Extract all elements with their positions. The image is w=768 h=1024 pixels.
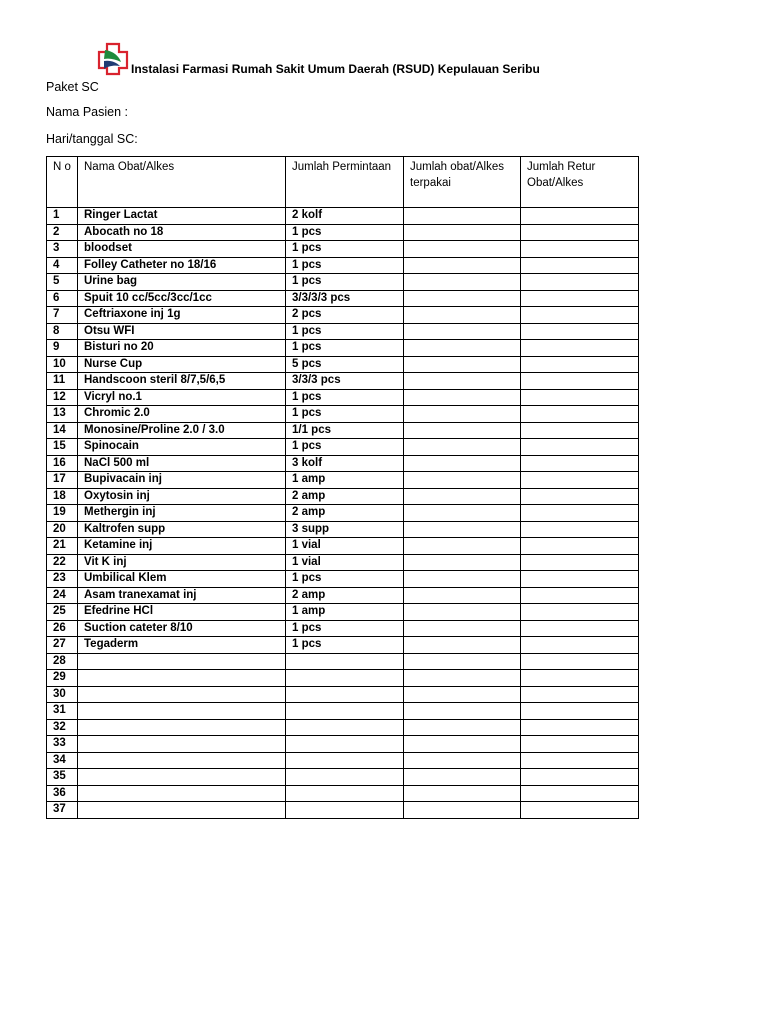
row-number: 37 bbox=[47, 802, 78, 819]
jumlah-terpakai-cell bbox=[404, 802, 521, 819]
jumlah-permintaan-cell: 1 pcs bbox=[286, 389, 404, 406]
row-number: 29 bbox=[47, 670, 78, 687]
item-name bbox=[78, 670, 286, 687]
jumlah-retur-cell bbox=[521, 208, 639, 225]
table-row bbox=[47, 554, 639, 571]
item-name: Efedrine HCl bbox=[78, 604, 286, 621]
jumlah-terpakai-cell bbox=[404, 719, 521, 736]
jumlah-terpakai-cell bbox=[404, 455, 521, 472]
jumlah-permintaan-cell: 1 vial bbox=[286, 538, 404, 555]
item-name: Spinocain bbox=[78, 439, 286, 456]
row-number: 21 bbox=[47, 538, 78, 555]
jumlah-permintaan-cell bbox=[286, 653, 404, 670]
item-name: Vicryl no.1 bbox=[78, 389, 286, 406]
row-number: 5 bbox=[47, 274, 78, 291]
table-row bbox=[47, 785, 639, 802]
jumlah-terpakai-cell bbox=[404, 290, 521, 307]
item-name: Otsu WFI bbox=[78, 323, 286, 340]
jumlah-terpakai-cell bbox=[404, 505, 521, 522]
jumlah-permintaan-cell: 2 amp bbox=[286, 505, 404, 522]
jumlah-retur-cell bbox=[521, 785, 639, 802]
hari-tanggal-label: Hari/tanggal SC: bbox=[46, 132, 138, 146]
jumlah-retur-cell bbox=[521, 554, 639, 571]
row-number: 10 bbox=[47, 356, 78, 373]
header-jumlah-retur: Jumlah Retur Obat/Alkes bbox=[521, 157, 639, 208]
jumlah-retur-cell bbox=[521, 472, 639, 489]
jumlah-permintaan-cell: 1 amp bbox=[286, 472, 404, 489]
row-number: 9 bbox=[47, 340, 78, 357]
jumlah-retur-cell bbox=[521, 521, 639, 538]
jumlah-terpakai-cell bbox=[404, 257, 521, 274]
row-number: 27 bbox=[47, 637, 78, 654]
item-name bbox=[78, 703, 286, 720]
row-number: 16 bbox=[47, 455, 78, 472]
jumlah-permintaan-cell: 1 pcs bbox=[286, 406, 404, 423]
jumlah-permintaan-cell bbox=[286, 802, 404, 819]
hospital-logo-icon bbox=[95, 42, 129, 76]
jumlah-permintaan-cell: 3/3/3 pcs bbox=[286, 373, 404, 390]
table-row bbox=[47, 307, 639, 324]
jumlah-retur-cell bbox=[521, 241, 639, 258]
jumlah-terpakai-cell bbox=[404, 406, 521, 423]
row-number: 35 bbox=[47, 769, 78, 786]
jumlah-terpakai-cell bbox=[404, 356, 521, 373]
item-name: Umbilical Klem bbox=[78, 571, 286, 588]
jumlah-permintaan-cell: 3 kolf bbox=[286, 455, 404, 472]
jumlah-retur-cell bbox=[521, 389, 639, 406]
item-name: bloodset bbox=[78, 241, 286, 258]
document-title: Instalasi Farmasi Rumah Sakit Umum Daerah (RSUD) Kepulauan Seribu bbox=[131, 62, 540, 76]
table-row bbox=[47, 620, 639, 637]
row-number: 8 bbox=[47, 323, 78, 340]
table-row bbox=[47, 472, 639, 489]
jumlah-permintaan-cell bbox=[286, 703, 404, 720]
row-number: 7 bbox=[47, 307, 78, 324]
jumlah-permintaan-cell bbox=[286, 752, 404, 769]
table-row bbox=[47, 323, 639, 340]
row-number: 14 bbox=[47, 422, 78, 439]
item-name: Bupivacain inj bbox=[78, 472, 286, 489]
row-number: 22 bbox=[47, 554, 78, 571]
jumlah-retur-cell bbox=[521, 670, 639, 687]
jumlah-retur-cell bbox=[521, 323, 639, 340]
row-number: 6 bbox=[47, 290, 78, 307]
row-number: 2 bbox=[47, 224, 78, 241]
jumlah-terpakai-cell bbox=[404, 703, 521, 720]
jumlah-terpakai-cell bbox=[404, 241, 521, 258]
jumlah-permintaan-cell: 1 pcs bbox=[286, 241, 404, 258]
jumlah-retur-cell bbox=[521, 224, 639, 241]
jumlah-permintaan-cell: 1 vial bbox=[286, 554, 404, 571]
row-number: 1 bbox=[47, 208, 78, 225]
jumlah-retur-cell bbox=[521, 307, 639, 324]
table-row bbox=[47, 241, 639, 258]
item-name: Methergin inj bbox=[78, 505, 286, 522]
row-number: 30 bbox=[47, 686, 78, 703]
jumlah-permintaan-cell: 1 pcs bbox=[286, 637, 404, 654]
jumlah-permintaan-cell bbox=[286, 769, 404, 786]
item-name bbox=[78, 752, 286, 769]
jumlah-retur-cell bbox=[521, 290, 639, 307]
table-row bbox=[47, 208, 639, 225]
row-number: 34 bbox=[47, 752, 78, 769]
jumlah-terpakai-cell bbox=[404, 307, 521, 324]
table-row bbox=[47, 257, 639, 274]
item-name: Bisturi no 20 bbox=[78, 340, 286, 357]
jumlah-terpakai-cell bbox=[404, 769, 521, 786]
table-row bbox=[47, 703, 639, 720]
table-row bbox=[47, 719, 639, 736]
item-name bbox=[78, 653, 286, 670]
table-row bbox=[47, 389, 639, 406]
jumlah-retur-cell bbox=[521, 422, 639, 439]
jumlah-retur-cell bbox=[521, 257, 639, 274]
jumlah-permintaan-cell: 3 supp bbox=[286, 521, 404, 538]
table-row bbox=[47, 224, 639, 241]
jumlah-retur-cell bbox=[521, 752, 639, 769]
jumlah-terpakai-cell bbox=[404, 389, 521, 406]
jumlah-terpakai-cell bbox=[404, 785, 521, 802]
row-number: 33 bbox=[47, 736, 78, 753]
jumlah-retur-cell bbox=[521, 769, 639, 786]
jumlah-terpakai-cell bbox=[404, 439, 521, 456]
jumlah-permintaan-cell: 1 pcs bbox=[286, 257, 404, 274]
jumlah-retur-cell bbox=[521, 373, 639, 390]
row-number: 13 bbox=[47, 406, 78, 423]
row-number: 15 bbox=[47, 439, 78, 456]
table-row bbox=[47, 587, 639, 604]
jumlah-permintaan-cell: 2 amp bbox=[286, 488, 404, 505]
jumlah-permintaan-cell: 2 kolf bbox=[286, 208, 404, 225]
jumlah-terpakai-cell bbox=[404, 340, 521, 357]
table-row bbox=[47, 653, 639, 670]
medicine-table bbox=[46, 156, 639, 819]
row-number: 3 bbox=[47, 241, 78, 258]
item-name bbox=[78, 719, 286, 736]
row-number: 18 bbox=[47, 488, 78, 505]
table-row bbox=[47, 340, 639, 357]
table-row bbox=[47, 505, 639, 522]
jumlah-retur-cell bbox=[521, 686, 639, 703]
jumlah-permintaan-cell: 2 pcs bbox=[286, 307, 404, 324]
item-name: Suction cateter 8/10 bbox=[78, 620, 286, 637]
jumlah-terpakai-cell bbox=[404, 571, 521, 588]
jumlah-permintaan-cell: 3/3/3/3 pcs bbox=[286, 290, 404, 307]
table-row bbox=[47, 538, 639, 555]
jumlah-terpakai-cell bbox=[404, 670, 521, 687]
jumlah-terpakai-cell bbox=[404, 736, 521, 753]
jumlah-terpakai-cell bbox=[404, 554, 521, 571]
table-row bbox=[47, 686, 639, 703]
jumlah-retur-cell bbox=[521, 571, 639, 588]
jumlah-permintaan-cell: 1/1 pcs bbox=[286, 422, 404, 439]
table-row bbox=[47, 769, 639, 786]
jumlah-retur-cell bbox=[521, 439, 639, 456]
jumlah-permintaan-cell: 1 pcs bbox=[286, 340, 404, 357]
row-number: 11 bbox=[47, 373, 78, 390]
table-header-row bbox=[47, 157, 639, 208]
item-name: Urine bag bbox=[78, 274, 286, 291]
table-row bbox=[47, 290, 639, 307]
jumlah-terpakai-cell bbox=[404, 422, 521, 439]
jumlah-terpakai-cell bbox=[404, 653, 521, 670]
jumlah-permintaan-cell bbox=[286, 785, 404, 802]
jumlah-terpakai-cell bbox=[404, 224, 521, 241]
jumlah-retur-cell bbox=[521, 802, 639, 819]
jumlah-terpakai-cell bbox=[404, 752, 521, 769]
row-number: 36 bbox=[47, 785, 78, 802]
jumlah-permintaan-cell: 1 amp bbox=[286, 604, 404, 621]
jumlah-retur-cell bbox=[521, 538, 639, 555]
table-row bbox=[47, 752, 639, 769]
jumlah-retur-cell bbox=[521, 604, 639, 621]
jumlah-retur-cell bbox=[521, 653, 639, 670]
item-name: Chromic 2.0 bbox=[78, 406, 286, 423]
jumlah-terpakai-cell bbox=[404, 488, 521, 505]
row-number: 12 bbox=[47, 389, 78, 406]
nama-pasien-label: Nama Pasien : bbox=[46, 105, 128, 119]
jumlah-permintaan-cell: 1 pcs bbox=[286, 323, 404, 340]
table-row bbox=[47, 736, 639, 753]
jumlah-terpakai-cell bbox=[404, 521, 521, 538]
item-name bbox=[78, 802, 286, 819]
table-row bbox=[47, 521, 639, 538]
row-number: 31 bbox=[47, 703, 78, 720]
item-name: Tegaderm bbox=[78, 637, 286, 654]
row-number: 32 bbox=[47, 719, 78, 736]
jumlah-terpakai-cell bbox=[404, 538, 521, 555]
item-name: Abocath no 18 bbox=[78, 224, 286, 241]
item-name: Kaltrofen supp bbox=[78, 521, 286, 538]
jumlah-terpakai-cell bbox=[404, 637, 521, 654]
table-row bbox=[47, 455, 639, 472]
jumlah-retur-cell bbox=[521, 719, 639, 736]
jumlah-retur-cell bbox=[521, 455, 639, 472]
row-number: 17 bbox=[47, 472, 78, 489]
jumlah-retur-cell bbox=[521, 620, 639, 637]
item-name: Oxytosin inj bbox=[78, 488, 286, 505]
row-number: 24 bbox=[47, 587, 78, 604]
jumlah-terpakai-cell bbox=[404, 274, 521, 291]
row-number: 23 bbox=[47, 571, 78, 588]
row-number: 28 bbox=[47, 653, 78, 670]
jumlah-permintaan-cell: 1 pcs bbox=[286, 620, 404, 637]
jumlah-retur-cell bbox=[521, 406, 639, 423]
jumlah-retur-cell bbox=[521, 340, 639, 357]
header-no: N o bbox=[47, 157, 78, 208]
item-name: Ringer Lactat bbox=[78, 208, 286, 225]
row-number: 19 bbox=[47, 505, 78, 522]
jumlah-retur-cell bbox=[521, 736, 639, 753]
table-row bbox=[47, 604, 639, 621]
table-row bbox=[47, 439, 639, 456]
document-header bbox=[95, 42, 540, 76]
jumlah-permintaan-cell: 5 pcs bbox=[286, 356, 404, 373]
jumlah-retur-cell bbox=[521, 356, 639, 373]
jumlah-permintaan-cell: 1 pcs bbox=[286, 439, 404, 456]
item-name: Monosine/Proline 2.0 / 3.0 bbox=[78, 422, 286, 439]
item-name: Asam tranexamat inj bbox=[78, 587, 286, 604]
jumlah-retur-cell bbox=[521, 587, 639, 604]
row-number: 20 bbox=[47, 521, 78, 538]
jumlah-retur-cell bbox=[521, 505, 639, 522]
jumlah-permintaan-cell: 1 pcs bbox=[286, 224, 404, 241]
jumlah-permintaan-cell bbox=[286, 670, 404, 687]
item-name: Spuit 10 cc/5cc/3cc/1cc bbox=[78, 290, 286, 307]
header-jumlah-terpakai: Jumlah obat/Alkes terpakai bbox=[404, 157, 521, 208]
jumlah-retur-cell bbox=[521, 703, 639, 720]
jumlah-permintaan-cell: 2 amp bbox=[286, 587, 404, 604]
item-name bbox=[78, 686, 286, 703]
table-row bbox=[47, 274, 639, 291]
jumlah-terpakai-cell bbox=[404, 686, 521, 703]
item-name: Ceftriaxone inj 1g bbox=[78, 307, 286, 324]
item-name: Folley Catheter no 18/16 bbox=[78, 257, 286, 274]
table-row bbox=[47, 422, 639, 439]
jumlah-terpakai-cell bbox=[404, 587, 521, 604]
jumlah-terpakai-cell bbox=[404, 373, 521, 390]
jumlah-terpakai-cell bbox=[404, 604, 521, 621]
item-name: Handscoon steril 8/7,5/6,5 bbox=[78, 373, 286, 390]
paket-label: Paket SC bbox=[46, 80, 99, 94]
table-row bbox=[47, 802, 639, 819]
item-name: Nurse Cup bbox=[78, 356, 286, 373]
row-number: 26 bbox=[47, 620, 78, 637]
item-name: Vit K inj bbox=[78, 554, 286, 571]
jumlah-terpakai-cell bbox=[404, 620, 521, 637]
table-row bbox=[47, 373, 639, 390]
table-row bbox=[47, 356, 639, 373]
header-jumlah-permintaan: Jumlah Permintaan bbox=[286, 157, 404, 208]
row-number: 4 bbox=[47, 257, 78, 274]
item-name bbox=[78, 785, 286, 802]
jumlah-terpakai-cell bbox=[404, 208, 521, 225]
header-nama-obat: Nama Obat/Alkes bbox=[78, 157, 286, 208]
jumlah-permintaan-cell bbox=[286, 736, 404, 753]
table-row bbox=[47, 637, 639, 654]
jumlah-retur-cell bbox=[521, 488, 639, 505]
item-name bbox=[78, 769, 286, 786]
jumlah-permintaan-cell bbox=[286, 719, 404, 736]
table-row bbox=[47, 571, 639, 588]
jumlah-retur-cell bbox=[521, 637, 639, 654]
row-number: 25 bbox=[47, 604, 78, 621]
item-name: NaCl 500 ml bbox=[78, 455, 286, 472]
table-row bbox=[47, 670, 639, 687]
table-row bbox=[47, 488, 639, 505]
jumlah-permintaan-cell: 1 pcs bbox=[286, 571, 404, 588]
table-body bbox=[47, 208, 639, 819]
jumlah-terpakai-cell bbox=[404, 472, 521, 489]
item-name bbox=[78, 736, 286, 753]
table-row bbox=[47, 406, 639, 423]
jumlah-permintaan-cell bbox=[286, 686, 404, 703]
item-name: Ketamine inj bbox=[78, 538, 286, 555]
jumlah-terpakai-cell bbox=[404, 323, 521, 340]
jumlah-permintaan-cell: 1 pcs bbox=[286, 274, 404, 291]
jumlah-retur-cell bbox=[521, 274, 639, 291]
